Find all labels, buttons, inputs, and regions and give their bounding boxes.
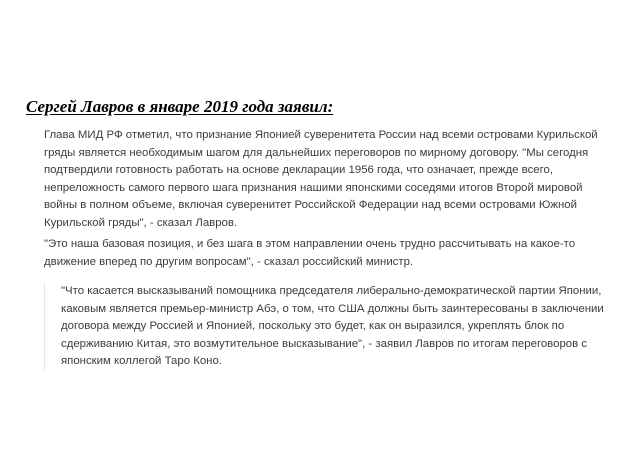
paragraph-1: Глава МИД РФ отметил, что признание Японией суверенитета России над всеми островами Курильской гряды является необходимым шагом для дальнейших переговоров по мирному договору. "Мы сегодня подтвердили готовность работать на основе декларации 1956 года, что означает, прежде всего, непреложность самого первого шага признания нашими японскими соседями итогов Второй мировой войны в полном объеме, включая суверенитет Российской Федерации над всеми островами Южной Курильской гряды", - сказал Лавров.	[44, 129, 598, 229]
blockquote	[44, 283, 607, 371]
paragraph-2: "Это наша базовая позиция, и без шага в этом направлении очень трудно рассчитывать на какое-то движение вперед по другим вопросам", - сказал российский министр.	[44, 238, 576, 268]
document-heading: Сергей Лавров в январе 2019 года заявил:	[26, 97, 334, 116]
quote-text: "Что касается высказываний помощника председателя либерально-демократической партии Японии, каковым является премьер-министр Абэ, о том, что США должны быть заинтересованы в заключении договора между Россией и Японией, поскольку это будет, как он выразился, укреплять блок по сдерживанию Китая, это возмутительное высказывание", - заявил Лавров по итогам переговоров с японским коллегой Таро Коно.	[61, 285, 604, 367]
